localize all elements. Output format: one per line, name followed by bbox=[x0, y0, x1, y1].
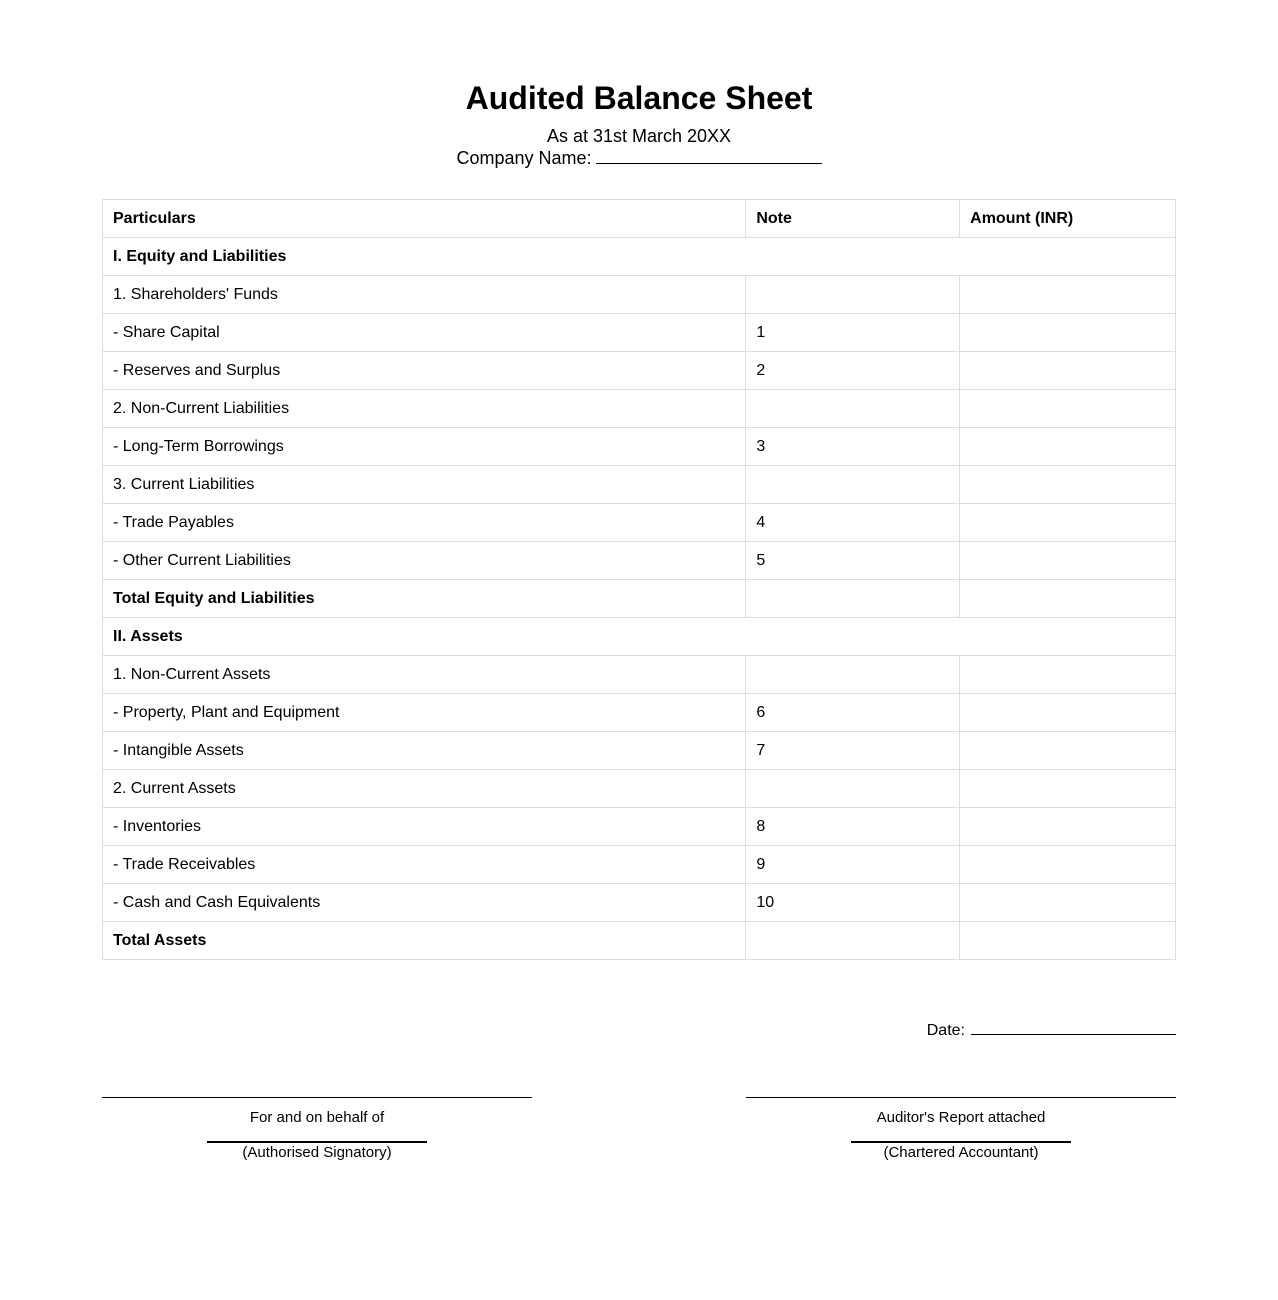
note-cell bbox=[746, 922, 960, 960]
table-row bbox=[103, 504, 1176, 542]
company-signature-block bbox=[102, 1097, 532, 1162]
note-cell: 6 bbox=[746, 694, 960, 732]
note-cell: 1 bbox=[746, 314, 960, 352]
amount-cell[interactable] bbox=[960, 542, 1176, 580]
amount-cell[interactable] bbox=[960, 580, 1176, 618]
table-header-row bbox=[103, 200, 1176, 238]
note-cell: 9 bbox=[746, 846, 960, 884]
amount-cell[interactable] bbox=[960, 770, 1176, 808]
amount-cell[interactable] bbox=[960, 314, 1176, 352]
particulars-cell: - Trade Receivables bbox=[103, 846, 746, 884]
section-header-row bbox=[103, 238, 1176, 276]
amount-cell[interactable] bbox=[960, 504, 1176, 542]
particulars-cell: - Intangible Assets bbox=[103, 732, 746, 770]
note-cell bbox=[746, 580, 960, 618]
note-cell: 2 bbox=[746, 352, 960, 390]
signature-line bbox=[102, 1097, 532, 1098]
note-cell: 5 bbox=[746, 542, 960, 580]
signature-caption: For and on behalf of bbox=[249, 1109, 385, 1126]
total-row bbox=[103, 922, 1176, 960]
section-title: II. Assets bbox=[103, 618, 1176, 656]
amount-cell[interactable] bbox=[960, 276, 1176, 314]
particulars-cell: - Cash and Cash Equivalents bbox=[103, 884, 746, 922]
amount-cell[interactable] bbox=[960, 922, 1176, 960]
note-cell: 3 bbox=[746, 428, 960, 466]
as-at-date: As at 31st March 20XX bbox=[546, 126, 732, 146]
table-row bbox=[103, 428, 1176, 466]
amount-cell[interactable] bbox=[960, 808, 1176, 846]
table-row bbox=[103, 390, 1176, 428]
particulars-cell: - Inventories bbox=[103, 808, 746, 846]
table-row bbox=[103, 352, 1176, 390]
column-header-amount: Amount (INR) bbox=[960, 200, 1176, 238]
table-row bbox=[103, 542, 1176, 580]
amount-cell[interactable] bbox=[960, 846, 1176, 884]
date-blank[interactable] bbox=[971, 1018, 1176, 1035]
note-cell: 10 bbox=[746, 884, 960, 922]
auditor-signature-block bbox=[746, 1097, 1176, 1162]
table-row bbox=[103, 808, 1176, 846]
amount-cell[interactable] bbox=[960, 352, 1176, 390]
particulars-cell: 3. Current Liabilities bbox=[103, 466, 746, 504]
particulars-cell: - Reserves and Surplus bbox=[103, 352, 746, 390]
amount-cell[interactable] bbox=[960, 466, 1176, 504]
amount-cell[interactable] bbox=[960, 656, 1176, 694]
section-header-row bbox=[103, 618, 1176, 656]
table-row bbox=[103, 770, 1176, 808]
total-row bbox=[103, 580, 1176, 618]
column-header-particulars: Particulars bbox=[103, 200, 746, 238]
signatory-line bbox=[207, 1141, 427, 1143]
note-cell: 4 bbox=[746, 504, 960, 542]
note-cell bbox=[746, 656, 960, 694]
particulars-cell: 2. Non-Current Liabilities bbox=[103, 390, 746, 428]
signatory-role: (Authorised Signatory) bbox=[242, 1144, 392, 1161]
table-row bbox=[103, 694, 1176, 732]
signature-caption: Auditor's Report attached bbox=[876, 1109, 1046, 1126]
particulars-cell: - Long-Term Borrowings bbox=[103, 428, 746, 466]
date-line bbox=[927, 1018, 1176, 1041]
note-cell bbox=[746, 770, 960, 808]
company-name-line bbox=[0, 147, 1278, 169]
table-body bbox=[103, 238, 1176, 960]
signatory-line bbox=[851, 1141, 1071, 1143]
table-row bbox=[103, 732, 1176, 770]
table-row bbox=[103, 884, 1176, 922]
particulars-cell: Total Assets bbox=[103, 922, 746, 960]
amount-cell[interactable] bbox=[960, 694, 1176, 732]
page-title: Audited Balance Sheet bbox=[465, 80, 813, 116]
table-row bbox=[103, 276, 1176, 314]
table-row bbox=[103, 314, 1176, 352]
note-cell: 8 bbox=[746, 808, 960, 846]
particulars-cell: - Property, Plant and Equipment bbox=[103, 694, 746, 732]
date-label: Date: bbox=[926, 1022, 965, 1039]
signatory-role: (Chartered Accountant) bbox=[883, 1144, 1039, 1161]
particulars-cell: 1. Shareholders' Funds bbox=[103, 276, 746, 314]
table-row bbox=[103, 846, 1176, 884]
amount-cell[interactable] bbox=[960, 428, 1176, 466]
particulars-cell: 2. Current Assets bbox=[103, 770, 746, 808]
amount-cell[interactable] bbox=[960, 884, 1176, 922]
table-row bbox=[103, 656, 1176, 694]
particulars-cell: - Share Capital bbox=[103, 314, 746, 352]
company-name-blank[interactable] bbox=[596, 147, 822, 164]
column-header-note: Note bbox=[746, 200, 960, 238]
particulars-cell: 1. Non-Current Assets bbox=[103, 656, 746, 694]
section-title: I. Equity and Liabilities bbox=[103, 238, 1176, 276]
particulars-cell: Total Equity and Liabilities bbox=[103, 580, 746, 618]
amount-cell[interactable] bbox=[960, 390, 1176, 428]
note-cell bbox=[746, 390, 960, 428]
particulars-cell: - Trade Payables bbox=[103, 504, 746, 542]
company-name-label: Company Name: bbox=[456, 148, 592, 168]
note-cell bbox=[746, 276, 960, 314]
signature-line bbox=[746, 1097, 1176, 1098]
table-row bbox=[103, 466, 1176, 504]
particulars-cell: - Other Current Liabilities bbox=[103, 542, 746, 580]
amount-cell[interactable] bbox=[960, 732, 1176, 770]
note-cell: 7 bbox=[746, 732, 960, 770]
note-cell bbox=[746, 466, 960, 504]
balance-sheet-table bbox=[102, 199, 1176, 960]
